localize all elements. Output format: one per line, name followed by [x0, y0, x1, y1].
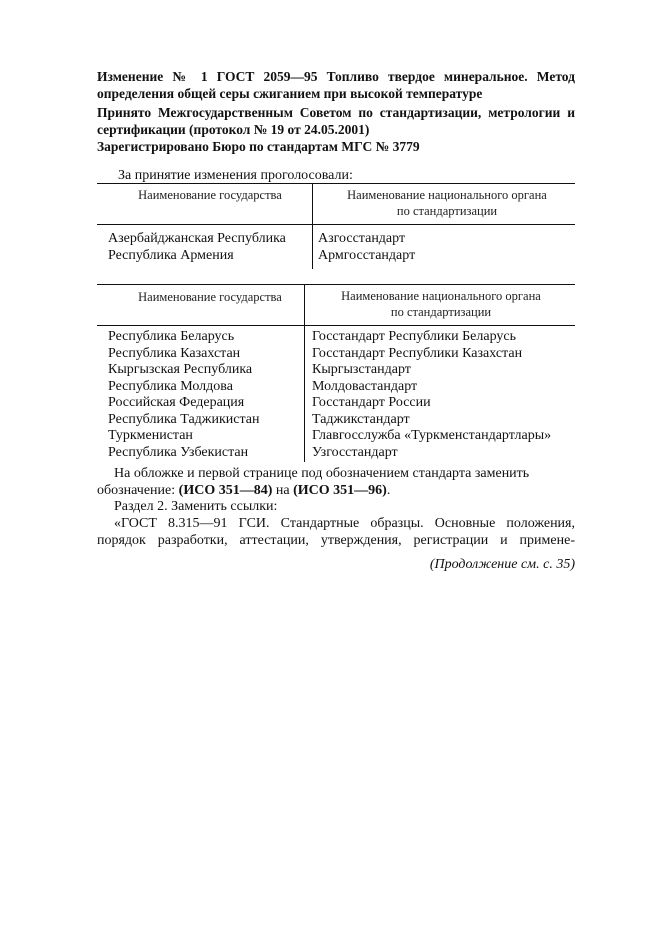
table-top-rule [97, 284, 575, 285]
continuation-note: (Продолжение см. с. 35) [429, 557, 575, 572]
col-header-state: Наименование государства [138, 290, 282, 304]
old-designation: (ИСО 351—84) [178, 483, 273, 498]
replace-designation-line2 [97, 482, 390, 499]
list-item: Таджикстандарт [312, 411, 410, 427]
header-rule [97, 224, 575, 225]
list-item: Республика Молдова [108, 378, 233, 394]
list-item: Республика Узбекистан [108, 444, 249, 460]
col-header-organ: Наименование национального органа по стандартизации [341, 289, 541, 319]
list-item: Госстандарт Республики Беларусь [312, 329, 517, 344]
state-list [108, 231, 286, 264]
list-item: Главгосслужба «Туркменстандартлары» [312, 428, 552, 443]
list-item: Азербайджанская Республика [108, 231, 286, 246]
reference-text-line2: порядок разработки, аттестации, утверждения, регистрации и примене- [97, 533, 575, 548]
adopted-by: Принято Межгосударственным Советом по стандартизации, метрологии и сертификации (протокол № 19 от 24.05.2001) [97, 105, 575, 137]
state-list [108, 329, 259, 461]
organ-list [312, 329, 551, 461]
list-item: Молдовастандарт [312, 378, 418, 394]
designation-mid: на [272, 483, 294, 498]
organ-list [318, 231, 415, 264]
list-item: Азгосстандарт [318, 231, 406, 246]
voting-table-1 [97, 183, 575, 269]
voted-label: За принятие изменения проголосовали: [118, 168, 353, 183]
list-item: Госстандарт России [312, 395, 431, 410]
voting-table-2 [97, 284, 575, 462]
list-item: Кыргызстандарт [312, 362, 411, 377]
reference-text-line1: «ГОСТ 8.315—91 ГСИ. Стандартные образцы. Основные положения, [114, 516, 575, 531]
table-top-rule [97, 183, 575, 184]
list-item: Республика Армения [108, 247, 234, 263]
list-item: Узгосстандарт [312, 444, 398, 460]
header-rule [97, 325, 575, 326]
list-item: Российская Федерация [108, 395, 245, 410]
list-item: Республика Беларусь [108, 329, 235, 344]
new-designation: (ИСО 351—96) [293, 483, 387, 498]
list-item: Республика Казахстан [108, 345, 241, 361]
column-divider [312, 183, 313, 269]
amendment-title: Изменение № 1 ГОСТ 2059—95 Топливо твердое минеральное. Метод определения общей серы сжиганием при высокой температуре [97, 69, 575, 101]
section-2-note: Раздел 2. Заменить ссылки: [114, 499, 278, 514]
list-item: Госстандарт Республики Казахстан [312, 345, 523, 361]
adoption-info [97, 104, 575, 155]
registration-info: Зарегистрировано Бюро по стандартам МГС № 3779 [97, 139, 420, 154]
designation-prefix: обозначение: [97, 483, 179, 498]
list-item: Республика Таджикистан [108, 411, 260, 427]
replace-designation-text: На обложке и первой странице под обозначением стандарта заменить [114, 466, 530, 481]
list-item: Туркменистан [108, 428, 193, 443]
col-header-state: Наименование государства [138, 188, 282, 202]
col-header-organ: Наименование национального органа по стандартизации [347, 188, 547, 218]
list-item: Армгосстандарт [318, 247, 416, 263]
designation-suffix: . [386, 483, 391, 498]
column-divider [304, 284, 305, 462]
list-item: Кыргызская Республика [108, 362, 253, 377]
